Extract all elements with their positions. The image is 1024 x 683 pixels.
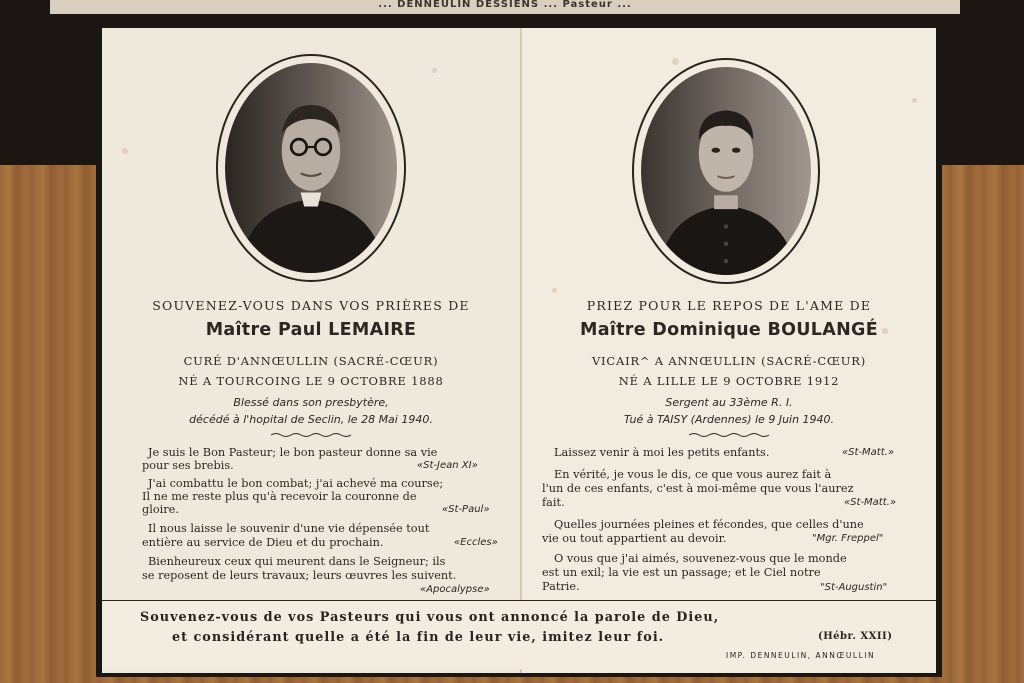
right-quote-1-line-1: Laissez venir à moi les petits enfants.: [554, 446, 770, 459]
left-quote-2-cite: «St-Paul»: [442, 504, 490, 515]
footer-line-1: Souvenez-vous de vos Pasteurs qui vous ont annoncé la parole de Dieu,: [140, 610, 720, 625]
left-intro: SOUVENEZ-VOUS DANS VOS PRIÈRES DE: [152, 298, 470, 313]
left-quote-2-line-1: J'ai combattu le bon combat; j'ai achevé ma course;: [148, 477, 444, 490]
left-quote-4-line-1: Bienheureux ceux qui meurent dans le Seigneur; ils: [148, 555, 446, 568]
right-quote-2-line-1: En vérité, je vous le dis, ce que vous aurez fait à: [554, 468, 832, 481]
ornament-divider-right: [689, 432, 769, 438]
left-quote-1-line-2: pour ses brebis.: [142, 459, 234, 472]
portrait-dominique-boulange: [641, 67, 811, 275]
right-quote-3-line-2: vie ou tout appartient au devoir.: [542, 532, 727, 545]
printer-imprint: IMP. DENNEULIN, ANNŒULLIN: [726, 651, 876, 660]
right-quote-2-cite: «St-Matt.»: [844, 497, 896, 508]
top-paper-strip: ... DENNEULIN DESSIENS ... Pasteur ...: [50, 0, 960, 14]
portrait-frame-left: [216, 54, 406, 282]
left-death-line-2: décédé à l'hopital de Seclin, le 28 Mai 1940.: [189, 413, 433, 426]
right-quote-4-line-3: Patrie.: [542, 580, 580, 593]
left-quote-1-line-1: Je suis le Bon Pasteur; le bon pasteur donne sa vie: [148, 446, 438, 459]
right-quote-4-line-1: O vous que j'ai aimés, souvenez-vous que le monde: [554, 552, 847, 565]
right-role: VICAIR^ A ANNŒULLIN (SACRÉ-CŒUR): [591, 354, 867, 368]
portrait-paul-lemaire: [225, 63, 397, 273]
footer-reference: (Hébr. XXII): [818, 631, 893, 642]
left-birth: NÉ A TOURCOING LE 9 OCTOBRE 1888: [178, 374, 444, 388]
right-death-line-2: Tué à TAISY (Ardennes) le 9 Juin 1940.: [623, 413, 835, 426]
right-quote-1-cite: «St-Matt.»: [842, 447, 894, 458]
left-quote-3-cite: «Eccles»: [454, 537, 498, 548]
left-role: CURÉ D'ANNŒULLIN (SACRÉ-CŒUR): [183, 354, 439, 368]
right-name: Maître Dominique BOULANGÉ: [580, 320, 878, 340]
right-quote-2-line-2: l'un de ces enfants, c'est à moi-même que vous l'aurez: [542, 482, 854, 495]
left-name: Maître Paul LEMAIRE: [205, 320, 417, 340]
right-intro: PRIEZ POUR LE REPOS DE L'AME DE: [586, 298, 872, 313]
right-quote-3-cite: "Mgr. Freppel": [812, 533, 884, 544]
right-quote-4-cite: "St-Augustin": [820, 582, 888, 593]
left-quote-3-line-2: entière au service de Dieu et du prochain.: [142, 536, 384, 549]
right-death-line-1: Sergent au 33ème R. I.: [665, 396, 793, 409]
ornament-divider-left: [271, 432, 351, 438]
left-panel: [102, 28, 520, 673]
portrait-frame-right: [632, 58, 820, 284]
left-quote-2-line-3: gloire.: [142, 503, 179, 516]
right-panel: [522, 28, 936, 673]
left-quote-3-line-1: Il nous laisse le souvenir d'une vie dépensée tout: [148, 522, 430, 535]
left-quote-4-cite: «Apocalypse»: [420, 584, 490, 595]
memorial-card: [96, 22, 942, 677]
footer-band: [102, 600, 936, 669]
right-birth: NÉ A LILLE LE 9 OCTOBRE 1912: [618, 374, 840, 388]
left-quote-2-line-2: Il ne me reste plus qu'à recevoir la couronne de: [142, 490, 417, 503]
left-death-line-1: Blessé dans son presbytère,: [233, 396, 389, 409]
right-quote-3-line-1: Quelles journées pleines et fécondes, que celles d'une: [554, 518, 864, 531]
right-quote-2-line-3: fait.: [542, 496, 565, 509]
left-quote-4-line-2: se reposent de leurs travaux; leurs œuvres les suivent.: [142, 569, 457, 582]
right-quote-4-line-2: est un exil; la vie est un passage; et le Ciel notre: [542, 566, 821, 579]
left-quote-1-cite: «St-Jean XI»: [417, 460, 478, 471]
footer-line-2: et considérant quelle a été la fin de leur vie, imitez leur foi.: [172, 630, 665, 645]
